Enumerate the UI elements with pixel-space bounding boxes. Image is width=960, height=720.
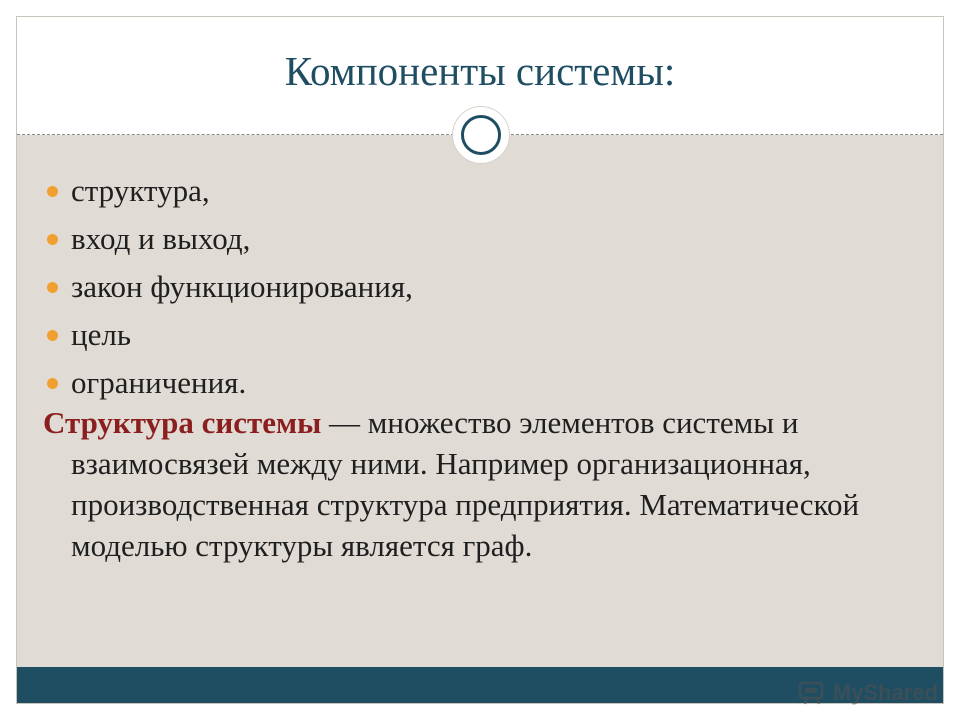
list-item-text: вход и выход,	[71, 221, 251, 256]
definition-text: — множество элементов системы и взаимосвязей между ними. Например организационная, производственная структура предприятия. Математической моделью структуры является граф.	[71, 405, 860, 563]
definition-paragraph	[43, 402, 944, 566]
list-item-text: закон функционирования,	[71, 269, 413, 304]
bullet-dot-icon	[47, 330, 58, 341]
list-item-text: структура,	[71, 173, 210, 208]
list-item	[41, 215, 413, 263]
bullet-dot-icon	[47, 282, 58, 293]
circle-ornament-icon	[453, 107, 509, 163]
list-item	[41, 167, 413, 215]
components-list	[41, 167, 413, 407]
watermark-text: MyShared	[832, 680, 938, 705]
list-item	[41, 263, 413, 311]
list-item	[41, 359, 413, 407]
slide-title: Компоненты системы:	[284, 48, 676, 94]
slide	[16, 16, 944, 704]
watermark[interactable]	[797, 680, 938, 706]
list-item-text: цель	[71, 317, 131, 352]
list-item	[41, 311, 413, 359]
bullet-dot-icon	[47, 186, 58, 197]
bullet-dot-icon	[47, 234, 58, 245]
bullet-dot-icon	[47, 378, 58, 389]
definition-term: Структура системы	[43, 405, 322, 440]
list-item-text: ограничения.	[71, 365, 247, 400]
myshared-logo-icon	[797, 680, 827, 706]
